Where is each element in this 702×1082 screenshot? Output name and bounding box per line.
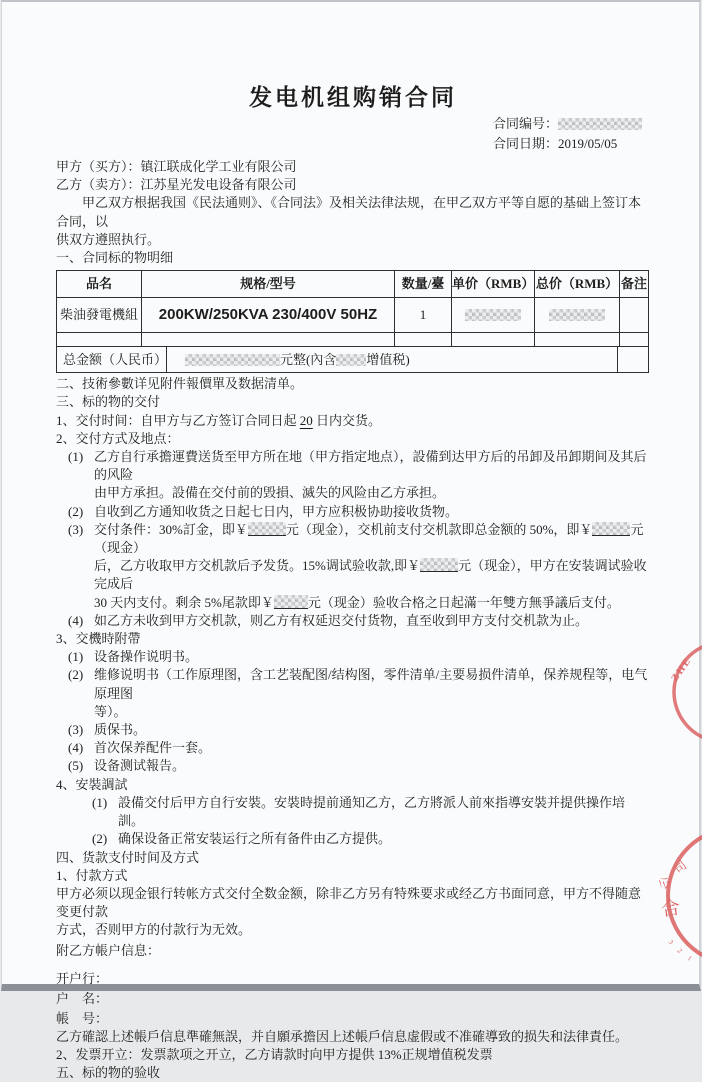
contract-no-row — [493, 114, 642, 134]
attachment-2: (2) 维修说明书（工作原理图，含工艺装配图/结构图，零件清单/主要易损件清单，保养规程等，电气原理图 等）。 — [56, 666, 650, 721]
bank-line-account-name: 户 名： — [56, 990, 109, 1006]
total-amount-redacted — [185, 354, 280, 366]
document-body — [56, 84, 650, 1082]
contract-no-redacted — [558, 118, 642, 130]
items-table — [56, 270, 649, 373]
total-price-cell — [535, 298, 620, 332]
product-spec-cell: 200KW/250KVA 230/400V 50HZ — [142, 298, 395, 332]
bank-confirm-line: 乙方確認上述帳戶信息準確無誤，并自願承擔因上述帳戶信息虚假或不准確導致的损失和法律責任。 — [56, 1028, 629, 1044]
clause-3-3: (3) 交付条件：30%訂金，即￥ 元（现金），交机前支付交机款即总金额的 50%，即￥ 元（现金） 后，乙方收取甲方交机款后予发货。15%调试验收款,即￥ 元（现金），甲方在安装调试验收完成后 30 天内支付。剩余 5%尾款即￥ 元（现金）验收合格之日起滿一年雙方無爭議后支付。 — [56, 521, 650, 612]
bank-line-opening-bank: 开户行： — [56, 970, 109, 986]
bank-line-account-no: 帳 号： — [56, 1010, 109, 1026]
attachment-1: (1) 设备操作说明书。 — [68, 649, 199, 665]
preamble-line-1: 甲乙双方根据我国《民法通则》、《合同法》及相关法律法规，在甲乙双方平等自愿的基础上签订本合同，以 — [56, 195, 642, 229]
acceptance-payment-redacted — [420, 558, 458, 572]
page-title: 发电机组购销合同 — [249, 85, 457, 110]
header-cell-unit-price: 单价（RMB） — [452, 271, 535, 297]
section-5-heading: 五、标的物的验收 — [56, 1064, 161, 1080]
invoice-clause: 2、发票开立：发票款项之开立，乙方请款时向甲方提供 13%正规增值税发票 — [56, 1046, 493, 1062]
contract-page — [1, 0, 701, 1080]
total-amount-suffix-1: 元整(內含 — [280, 351, 337, 367]
contract-date-label: 合同日期： — [492, 136, 558, 151]
table-header-row — [57, 271, 648, 298]
seal-lower-digit-1: 3 — [666, 938, 675, 946]
remark-cell — [620, 298, 648, 332]
tax-rate-redacted — [336, 354, 366, 366]
payment-line-1: 甲方必须以现金银行转帐方式交付全数金额，除非乙方另有特殊要求或经乙方书面同意，甲方不得随意变更付款 — [56, 885, 642, 920]
seal-lower-ring-char-2: 司 — [671, 857, 690, 877]
final-payment-redacted — [274, 595, 308, 609]
seal-lower-center-char: 合 — [659, 897, 682, 921]
clause-3-1: (1) 乙方自行承擔運費送货至甲方所在地（甲方指定地点），設備到达甲方后的吊卸及吊卸期间及其后的风险 由甲方承担。設備在交付前的毁損、滅失的风险由乙方承担。 — [56, 448, 650, 503]
party-a-line: 甲方（买方）：镇江联成化学工业有限公司 — [56, 159, 297, 174]
header-cell-remark: 备注 — [620, 276, 647, 292]
clause-delivery-time: 1、交付时间：自甲方与乙方签订合同日起 20 日内交货。 — [56, 412, 382, 428]
delivery-payment-redacted — [592, 522, 630, 536]
unit-price-redacted — [465, 309, 521, 321]
bank-info-block — [56, 941, 650, 1028]
attachment-5: (5) 设备测试報告。 — [68, 758, 186, 774]
total-row-remark-cell — [618, 347, 648, 372]
clause-3-1-line-1: 乙方自行承擔運費送货至甲方所在地（甲方指定地点），設備到达甲方后的吊卸及吊卸期间及其后的风险 — [94, 449, 647, 483]
clause-3-3-line-2: 后，乙方收取甲方交机款后予发货。15%调试验收款,即￥ 元（现金），甲方在安装调试验收完成后 — [94, 558, 647, 592]
clause-installation-heading: 4、安裝調試 — [56, 776, 128, 792]
seal-lower-digit-2: 2 — [675, 946, 684, 955]
contract-no-label: 合同编号： — [492, 116, 558, 131]
attachment-3: (3) 质保书。 — [68, 722, 147, 738]
section-2-heading: 二、技術參數详见附件報價單及数据清单。 — [56, 376, 304, 392]
installation-2: (2) 确保设备正常安装运行之所有备件由乙方提供。 — [92, 831, 392, 847]
clause-3-4: (4) 如乙方未收到甲方交机款，则乙方有权延迟交付货物，直至收到甲方支付交机款为止。 — [68, 612, 589, 628]
unit-price-cell — [452, 298, 535, 332]
total-price-redacted — [549, 309, 605, 321]
section-1-heading: 一、合同标的物明细 — [56, 250, 174, 266]
header-cell-qty: 数量/臺 — [395, 271, 452, 297]
installation-1: (1) 設備交付后甲方自行安裝。安裝時提前通知乙方，乙方將派人前來指導安裝并提供操作培訓。 — [92, 794, 626, 829]
header-cell-total-price: 总价（RMB） — [535, 271, 620, 297]
clause-3-1-line-2: 由甲方承担。設備在交付前的毁損、滅失的风险由乙方承担。 — [94, 485, 446, 501]
product-row — [57, 298, 648, 333]
total-amount-cell — [167, 347, 618, 372]
total-row — [57, 347, 648, 372]
product-name-cell: 柴油發電機組 — [57, 298, 142, 332]
bank-info-title: 附乙方帳户信息： — [56, 942, 161, 958]
attachment-2-line-1: 维修说明书（工作原理图，含工艺装配图/结构图，零件清单/主要易损件清单，保养规程等，电气原理图 — [94, 667, 648, 701]
payment-line-2: 方式，否则甲方的付款行为无效。 — [56, 922, 252, 938]
clause-delivery-place-heading: 2、交付方式及地点： — [56, 430, 180, 446]
seal-lower-ring-char-1: 公 — [655, 873, 674, 892]
company-seal-stamp-upper — [650, 634, 700, 750]
section-3-heading: 三、标的物的交付 — [56, 394, 161, 410]
preamble-line-2: 供双方遵照执行。 — [56, 231, 161, 247]
clause-3-2: (2) 自收到乙方通知收货之日起七日内，甲方应积极协助接收货物。 — [68, 503, 459, 519]
total-amount-label: 总金额（人民币） — [57, 347, 167, 372]
clause-3-3-line-1: 交付条件：30%訂金，即￥ 元（现金），交机前支付交机款即总金额的 50%，即￥ 元（现金） — [94, 521, 644, 556]
company-seal-stamp-lower — [648, 822, 702, 972]
contract-date-value: 2019/05/05 — [558, 136, 618, 151]
delivery-days-underlined: 20 — [299, 412, 313, 428]
total-amount-suffix-2: 增值税) — [366, 351, 410, 367]
header-cell-spec: 规格/型号 — [142, 271, 395, 297]
section-4-heading: 四、货款支付时间及方式 — [56, 849, 200, 865]
contract-meta — [493, 114, 642, 154]
attachment-4: (4) 首次保养配件一套。 — [68, 740, 212, 756]
empty-row — [57, 333, 648, 347]
clause-attachments-heading: 3、交機時附帶 — [56, 631, 141, 647]
seal-upper-arc-text: ZHE — [669, 655, 695, 684]
deposit-amount-redacted — [248, 522, 286, 536]
contract-date-row — [493, 134, 642, 154]
seal-lower-digit-3: 1 — [685, 954, 694, 963]
attachment-2-line-2: 等）。 — [94, 703, 127, 719]
party-b-line: 乙方（卖方）：江苏星光发电设备有限公司 — [56, 177, 297, 193]
payment-method-heading: 1、付款方式 — [56, 867, 128, 883]
product-qty-cell: 1 — [395, 298, 452, 332]
header-cell-name: 品名 — [57, 271, 142, 297]
clause-3-3-line-3: 30 天内支付。剩余 5%尾款即￥ 元（现金）验收合格之日起滿一年雙方無爭議后支付。 — [94, 594, 620, 610]
